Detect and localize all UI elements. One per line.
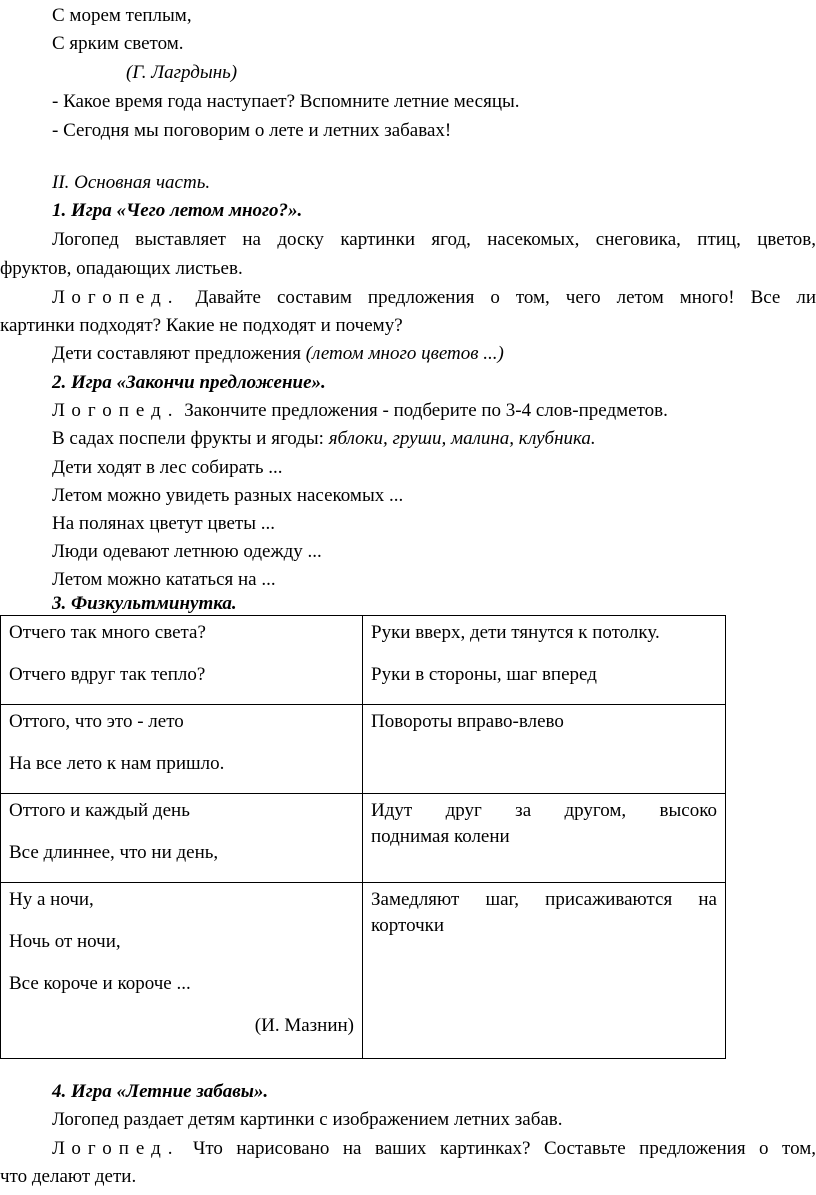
table-cell: Ну а ночи, Ночь от ночи, Все короче и короче ... (И. Мазнин) — [1, 883, 363, 1059]
speaker-label: Логопед. — [52, 287, 180, 308]
table-cell: Руки вверх, дети тянутся к потолку. Руки в стороны, шаг вперед — [363, 616, 726, 705]
table-cell: Оттого и каждый день Все длиннее, что ни день, — [1, 794, 363, 883]
game1-para1-line2: фруктов, опадающих листьев. — [0, 258, 243, 279]
table-cell: Оттого, что это - лето На все лето к нам пришло. — [1, 705, 363, 794]
game1-para1-line1: Логопед выставляет на доску картинки ягод, насекомых, снеговика, птиц, цветов, — [52, 229, 816, 250]
table-row — [1, 705, 726, 794]
table-row — [1, 883, 726, 1059]
exercise-table — [0, 615, 726, 1059]
section-heading: II. Основная часть. — [52, 172, 211, 193]
game4-title: 4. Игра «Летние забавы». — [52, 1081, 269, 1102]
game2-sentence: Дети ходят в лес собирать ... — [52, 457, 283, 478]
game1-para2-line2: картинки подходят? Какие не подходят и почему? — [0, 315, 403, 336]
game4-para2-line2: что делают дети. — [0, 1166, 137, 1187]
table-cell: Замедляют шаг, присаживаются на корточки — [363, 883, 726, 1059]
game1-para2-line1: Логопед. Давайте составим предложения о том, чего летом много! Все ли — [52, 287, 816, 308]
game4-para2-line1: Логопед. Что нарисовано на ваших картинках? Составьте предложения о том, — [52, 1138, 816, 1159]
poem-line: С морем теплым, — [52, 5, 192, 26]
poem-author: (Г. Лагрдынь) — [126, 62, 238, 83]
question-line: - Какое время года наступает? Вспомните летние месяцы. — [52, 91, 520, 112]
speaker-label: Логопед. — [52, 1138, 180, 1159]
table-cell: Отчего так много света? Отчего вдруг так тепло? — [1, 616, 363, 705]
game2-sentence: Летом можно увидеть разных насекомых ... — [52, 485, 404, 506]
game2-sentence: Летом можно кататься на ... — [52, 569, 276, 590]
game1-para3: Дети составляют предложения (летом много цветов ...) — [52, 343, 504, 364]
game2-sentence: Люди одевают летнюю одежду ... — [52, 541, 322, 562]
table-row — [1, 794, 726, 883]
game1-title: 1. Игра «Чего летом много?». — [52, 200, 303, 221]
game2-sentence: В садах поспели фрукты и ягоды: яблоки, груши, малина, клубника. — [52, 428, 596, 449]
game3-title: 3. Физкультминутка. — [52, 593, 237, 614]
poem-author: (И. Мазнин) — [254, 1015, 354, 1036]
poem-line: С ярким светом. — [52, 33, 184, 54]
game2-instruction: Логопед. Закончите предложения - подберите по 3-4 слов-предметов. — [52, 400, 668, 421]
speaker-label: Логопед. — [52, 400, 180, 421]
game2-title: 2. Игра «Закончи предложение». — [52, 372, 326, 393]
question-line: - Сегодня мы поговорим о лете и летних забавах! — [52, 120, 452, 141]
table-row — [1, 616, 726, 705]
game4-para1: Логопед раздает детям картинки с изображением летних забав. — [52, 1109, 563, 1130]
table-cell: Повороты вправо-влево — [363, 705, 726, 794]
table-cell: Идут друг за другом, высоко поднимая колени — [363, 794, 726, 883]
game2-sentence: На полянах цветут цветы ... — [52, 513, 275, 534]
